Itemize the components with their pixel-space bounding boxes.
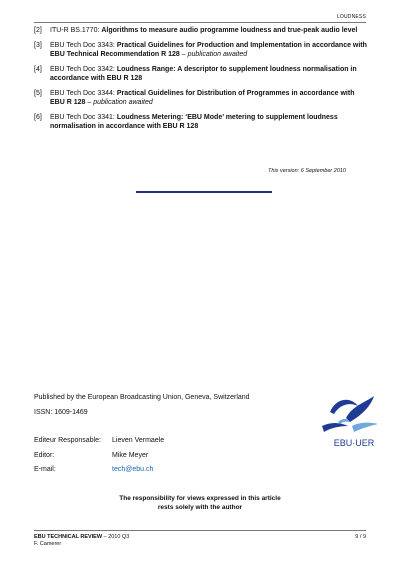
reference-note: – publication awaited xyxy=(85,99,153,106)
header-divider xyxy=(34,22,366,23)
journal-issue: – 2010 Q3 xyxy=(102,534,130,540)
contact-value: Mike Meyer xyxy=(112,452,149,459)
reference-item xyxy=(34,65,368,83)
reference-source: EBU Tech Doc 3344: xyxy=(50,90,117,97)
running-header: LOUDNESS xyxy=(336,14,366,20)
publisher-line: Published by the European Broadcasting Union, Geneva, Switzerland xyxy=(34,394,250,401)
reference-item xyxy=(34,41,368,59)
responsibility-notice xyxy=(0,494,400,512)
reference-number: [6] xyxy=(34,114,42,121)
ebu-logo xyxy=(316,392,392,454)
responsibility-line: The responsibility for views expressed in this article xyxy=(119,495,281,502)
responsibility-line: rests solely with the author xyxy=(157,504,243,511)
reference-title: Loudness Metering: ‘EBU Mode’ metering to supplement loudness normalisation in accordance with EBU R 128 xyxy=(50,114,338,130)
contact-label: Editor: xyxy=(34,452,55,459)
reference-source: ITU-R BS.1770: xyxy=(50,27,102,34)
reference-list xyxy=(34,26,368,137)
reference-title: Practical Guidelines for Distribution of Programmes in accordance with EBU R 128 xyxy=(50,90,355,106)
reference-item xyxy=(34,89,368,107)
version-date: This version: 6 September 2010 xyxy=(268,168,346,174)
issn: ISSN: 1609-1469 xyxy=(34,409,88,416)
reference-title: Algorithms to measure audio programme loudness and true-peak audio level xyxy=(101,27,358,34)
reference-note: – publication awaited xyxy=(179,51,248,58)
page-number: 9 / 9 xyxy=(355,534,366,540)
reference-item xyxy=(34,26,368,35)
reference-source: EBU Tech Doc 3343: xyxy=(50,42,117,49)
reference-number: [3] xyxy=(34,42,42,49)
contact-value: Lieven Vermaele xyxy=(112,437,165,444)
email-link[interactable]: tech@ebu.ch xyxy=(112,466,154,473)
section-divider xyxy=(136,191,272,193)
reference-item xyxy=(34,113,368,131)
contact-row-email xyxy=(34,466,153,473)
reference-title: Practical Guidelines for Production and Implementation in accordance with EBU Technical Recommendation R 128 xyxy=(50,42,367,58)
reference-number: [2] xyxy=(34,27,42,34)
contact-label: Editeur Responsable: xyxy=(34,437,101,444)
footer-left xyxy=(34,534,129,548)
contact-label: E-mail: xyxy=(34,466,56,473)
footer-divider xyxy=(34,530,366,531)
footer-author: F. Camerer xyxy=(34,541,62,547)
reference-title: Loudness Range: A descriptor to supplement loudness normalisation in accordance with EBU R 128 xyxy=(50,66,357,82)
reference-number: [4] xyxy=(34,66,42,73)
journal-name: EBU TECHNICAL REVIEW xyxy=(34,534,103,540)
reference-source: EBU Tech Doc 3342: xyxy=(50,66,117,73)
contact-row-editeur xyxy=(34,437,164,444)
ebu-logo-icon xyxy=(316,392,392,454)
logo-wordmark: EBU·UER xyxy=(333,438,375,448)
reference-number: [5] xyxy=(34,90,42,97)
reference-source: EBU Tech Doc 3341: xyxy=(50,114,117,121)
contact-row-editor xyxy=(34,452,148,459)
